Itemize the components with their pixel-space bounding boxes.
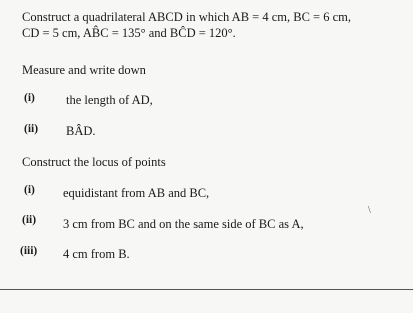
section2-item-2-number: (ii) bbox=[22, 214, 37, 226]
intro-line-1: Construct a quadrilateral ABCD in which AB = 4 cm, BC = 6 cm, bbox=[22, 10, 351, 24]
section2-item-3-number: (iii) bbox=[20, 245, 38, 257]
section2-item-1-text: equidistant from AB and BC, bbox=[63, 186, 210, 200]
section1-item-2-number: (ii) bbox=[24, 123, 39, 135]
section1-item-1-number: (i) bbox=[24, 92, 35, 104]
section1-heading: Measure and write down bbox=[22, 63, 146, 77]
page-divider bbox=[0, 289, 413, 290]
section1-item-2-text: BÂD. bbox=[66, 124, 96, 138]
section2-item-1-number: (i) bbox=[24, 184, 35, 196]
stray-mark: \ bbox=[368, 205, 371, 216]
section1-item-1-text: the length of AD, bbox=[66, 93, 153, 107]
section2-item-3-text: 4 cm from B. bbox=[63, 247, 130, 261]
intro-line-2: CD = 5 cm, AB̂C = 135° and BĈD = 120°. bbox=[22, 26, 236, 40]
section2-item-2-text: 3 cm from BC and on the same side of BC as A, bbox=[63, 217, 304, 231]
section2-heading: Construct the locus of points bbox=[22, 155, 166, 169]
